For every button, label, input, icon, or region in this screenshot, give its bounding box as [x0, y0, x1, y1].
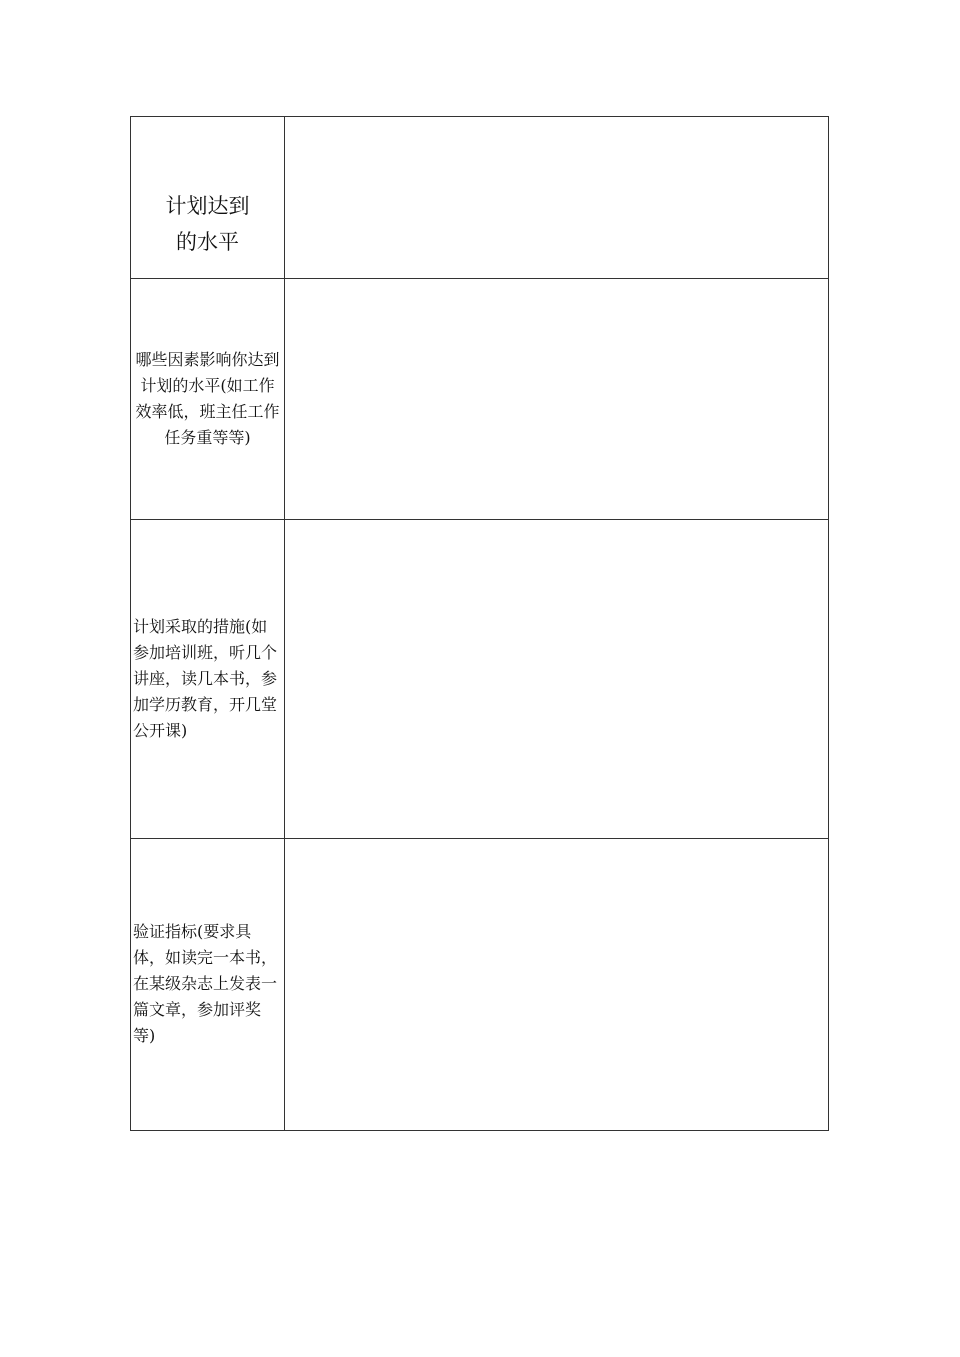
form-row-planned-measures [131, 520, 829, 838]
label-planned-measures: 计划采取的措施(如 参加培训班，听几个 讲座，读几本书，参 加学历教育，开几堂 公开课) [133, 617, 278, 741]
label-target-level: 计划达到 的水平 [165, 193, 250, 254]
label-influencing-factors: 哪些因素影响你达到 计划的水平(如工作 效率低，班主任工作 任务重等等) [135, 350, 280, 448]
form-row-verification-indicators [131, 838, 829, 1130]
label-cell-influencing-factors [131, 279, 285, 520]
answer-cell-verification-indicators[interactable] [285, 838, 829, 1130]
form-row-influencing-factors [131, 279, 829, 520]
answer-cell-target-level[interactable] [285, 117, 829, 279]
label-cell-verification-indicators [131, 838, 285, 1130]
answer-cell-influencing-factors[interactable] [285, 279, 829, 520]
label-cell-planned-measures [131, 520, 285, 838]
form-row-target-level [131, 117, 829, 279]
label-cell-target-level [131, 117, 285, 279]
answer-cell-planned-measures[interactable] [285, 520, 829, 838]
plan-form-table [130, 116, 829, 1131]
label-verification-indicators: 验证指标(要求具 体，如读完一本书， 在某级杂志上发表一 篇文章，参加评奖 等) [133, 922, 278, 1046]
